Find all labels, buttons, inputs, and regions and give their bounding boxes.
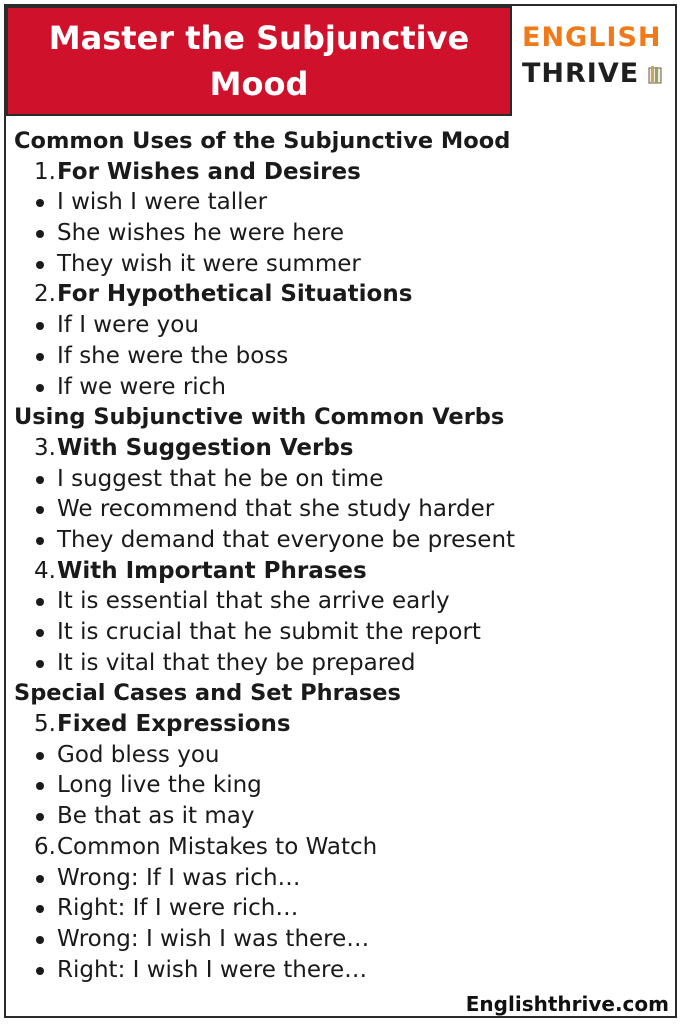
bullet-icon (36, 230, 44, 238)
item-number: 4. (34, 557, 56, 584)
list-item (14, 801, 664, 832)
list-item (14, 955, 664, 986)
item-number: 3. (34, 434, 56, 461)
list-item (14, 525, 664, 556)
numbered-item-label: Fixed Expressions (57, 711, 291, 738)
list-item-text: It is crucial that he submit the report (57, 619, 481, 645)
list-item (14, 187, 664, 218)
list-item-text: Long live the king (57, 772, 262, 799)
numbered-item (14, 832, 664, 863)
bullet-icon (36, 660, 44, 668)
list-item-text: We recommend that she study harder (57, 496, 495, 523)
list-item-text: God bless you (57, 741, 220, 768)
list-item (14, 617, 664, 648)
item-number: 1. (34, 158, 56, 185)
numbered-item-label: With Important Phrases (57, 557, 367, 584)
bullet-icon (36, 967, 44, 975)
bullet-icon (36, 782, 44, 790)
logo-text-english: ENGLISH (522, 22, 662, 53)
list-item-text: If she were the boss (57, 342, 289, 369)
numbered-item (14, 157, 664, 188)
section-heading: Using Subjunctive with Common Verbs (14, 404, 505, 431)
list-item (14, 893, 664, 924)
logo-text-thrive: THRIVE (522, 58, 640, 89)
list-item-text: They wish it were summer (57, 250, 361, 277)
list-item (14, 770, 664, 801)
section-heading: Special Cases and Set Phrases (14, 680, 401, 707)
footer-website: Englishthrive.com (465, 992, 669, 1016)
list-item (14, 740, 664, 771)
numbered-item-label: For Hypothetical Situations (57, 281, 413, 308)
item-number: 2. (34, 281, 56, 308)
brand-logo (522, 22, 672, 102)
numbered-item-label: For Wishes and Desires (57, 158, 361, 185)
page-title: Master the Subjunctive Mood (48, 19, 470, 103)
bullet-icon (36, 199, 44, 207)
list-item-text: Be that as it may (57, 803, 255, 830)
bullet-icon (36, 813, 44, 821)
item-number: 5. (34, 711, 56, 738)
list-item-text: Right: I wish I were there… (57, 956, 368, 983)
list-item-text: If I were you (57, 312, 199, 339)
list-item (14, 863, 664, 894)
list-item (14, 648, 664, 679)
bullet-icon (36, 384, 44, 392)
bullet-icon (36, 353, 44, 361)
bullet-icon (36, 875, 44, 883)
list-item-text: I suggest that he be on time (57, 465, 384, 492)
list-item-text: Wrong: If I was rich… (57, 864, 301, 891)
list-item-text: She wishes he were here (57, 220, 345, 247)
numbered-item-label: Common Mistakes to Watch (57, 833, 378, 860)
item-number: 6. (34, 833, 56, 860)
numbered-item (14, 709, 664, 740)
list-item-text: Right: If I were rich… (57, 895, 299, 922)
title-banner (6, 6, 512, 116)
bullet-icon (36, 752, 44, 760)
content-list (14, 126, 664, 985)
numbered-item (14, 556, 664, 587)
bullet-icon (36, 476, 44, 484)
section-heading: Common Uses of the Subjunctive Mood (14, 128, 511, 154)
bullet-icon (36, 629, 44, 637)
list-item (14, 341, 664, 372)
list-item-text: They demand that everyone be present (57, 526, 516, 553)
numbered-item-label: With Suggestion Verbs (57, 434, 354, 461)
numbered-item (14, 279, 664, 310)
list-item-text: If we were rich (57, 373, 226, 400)
bullet-icon (36, 537, 44, 545)
list-item (14, 924, 664, 955)
bullet-icon (36, 598, 44, 606)
bullet-icon (36, 936, 44, 944)
list-item-text: I wish I were taller (57, 189, 268, 216)
bullet-icon (36, 322, 44, 330)
book-icon (648, 66, 662, 84)
list-item (14, 586, 664, 617)
bullet-icon (36, 261, 44, 269)
list-item (14, 494, 664, 525)
bullet-icon (36, 905, 44, 913)
list-item-text: It is vital that they be prepared (57, 649, 416, 676)
list-item (14, 249, 664, 280)
list-item-text: Wrong: I wish I was there… (57, 925, 370, 952)
bullet-icon (36, 506, 44, 514)
list-item (14, 464, 664, 495)
list-item (14, 372, 664, 403)
list-item (14, 218, 664, 249)
numbered-item (14, 433, 664, 464)
list-item-text: It is essential that she arrive early (57, 588, 450, 615)
list-item (14, 310, 664, 341)
